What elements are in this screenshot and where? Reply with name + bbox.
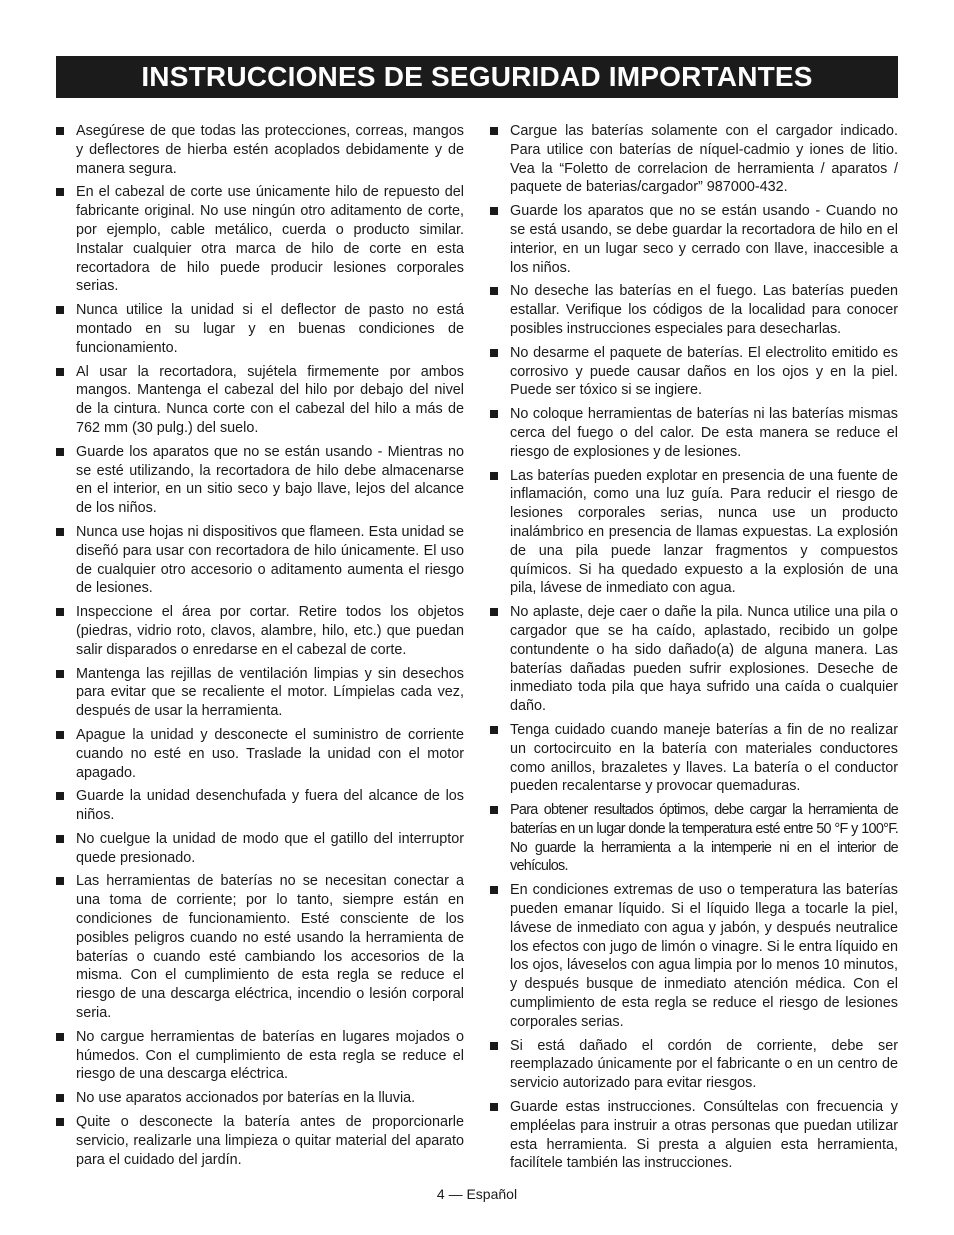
bullet-item: Nunca utilice la unidad si el deflector de pasto no está montado en su lugar y en buenas condiciones de funcionamiento. bbox=[56, 301, 464, 357]
square-bullet-icon bbox=[56, 448, 64, 456]
bullet-item: No coloque herramientas de baterías ni las baterías mismas cerca del fuego o del calor. De esta manera se reduce el riesgo de explosiones y de lesiones. bbox=[490, 405, 898, 461]
square-bullet-icon bbox=[56, 368, 64, 376]
square-bullet-icon bbox=[490, 472, 498, 480]
right-column-bullet-list bbox=[490, 122, 898, 1178]
bullet-item: Guarde estas instrucciones. Consúltelas con frecuencia y empléelas para instruir a otras personas que puedan utilizar esta herramienta. Si presta a alguien esta herramienta, facilítele también las instrucciones. bbox=[490, 1098, 898, 1173]
square-bullet-icon bbox=[490, 726, 498, 734]
square-bullet-icon bbox=[490, 207, 498, 215]
square-bullet-icon bbox=[56, 608, 64, 616]
bullet-item: Quite o desconecte la batería antes de proporcionarle servicio, realizarle una limpieza o quitar material del aparato para el cuidado del jardín. bbox=[56, 1113, 464, 1169]
square-bullet-icon bbox=[56, 1094, 64, 1102]
square-bullet-icon bbox=[56, 1033, 64, 1041]
bullet-item: Al usar la recortadora, sujétela firmemente por ambos mangos. Mantenga el cabezal del hilo por debajo del nivel de la cintura. Nunca corte con el cabezal del hilo a más de 762 mm (30 pulg.) del suelo. bbox=[56, 363, 464, 438]
bullet-item: En el cabezal de corte use únicamente hilo de repuesto del fabricante original. No use ningún otro aditamento de corte, por ejemplo, cable metálico, cuerda o producto similar. Instalar cualquier otra marca de hilo de corte en esta recortadora de hilo puede producir lesiones corporales serias. bbox=[56, 183, 464, 296]
square-bullet-icon bbox=[56, 306, 64, 314]
page-footer: 4 — Español bbox=[436, 1186, 518, 1202]
bullet-item: Cargue las baterías solamente con el cargador indicado. Para utilice con baterías de níquel-cadmio y iones de litio. Vea la “Foletto de correlacion de herramienta / aparatos / paquete de baterias/cargador” 987000-432. bbox=[490, 122, 898, 197]
bullet-item: Inspeccione el área por cortar. Retire todos los objetos (piedras, vidrio roto, clavos, alambre, hilo, etc.) que puedan salir disparados o enredarse en el cabezal de corte. bbox=[56, 603, 464, 659]
bullet-item: Guarde los aparatos que no se están usando - Cuando no se está usando, se debe guardar la recortadora de hilo en el interior, en un lugar seco y cerrado con llave, inaccesible a los niños. bbox=[490, 202, 898, 277]
square-bullet-icon bbox=[490, 287, 498, 295]
bullet-item: Para obtener resultados óptimos, debe cargar la herramienta de baterías en un lugar donde la temperatura esté entre 50 °F y 100°F. No guarde la herramienta a la intemperie ni en el interior de vehículos. bbox=[490, 801, 898, 876]
bullet-item: Nunca use hojas ni dispositivos que flameen. Esta unidad se diseñó para usar con recortadora de hilo únicamente. El uso de cualquier otro accesorio o aditamento aumenta el riesgo de lesiones. bbox=[56, 523, 464, 598]
square-bullet-icon bbox=[56, 127, 64, 135]
square-bullet-icon bbox=[490, 886, 498, 894]
bullet-item: No desarme el paquete de baterías. El electrolito emitido es corrosivo y puede causar daños en los ojos y en la piel. Puede ser tóxico si se ingiere. bbox=[490, 344, 898, 400]
bullet-item: No use aparatos accionados por baterías en la lluvia. bbox=[56, 1089, 464, 1108]
bullet-item: Las herramientas de baterías no se necesitan conectar a una toma de corriente; por lo tanto, siempre están en condiciones de funcionamiento. Esté consciente de los posibles peligros cuando no esté usando la herramienta de baterías o cuando esté cambiando los accesorios de la misma. Con el cumplimiento de esta regla se reduce el riesgo de una descarga eléctrica, incendio o lesión corporal seria. bbox=[56, 872, 464, 1022]
square-bullet-icon bbox=[490, 1042, 498, 1050]
square-bullet-icon bbox=[490, 608, 498, 616]
square-bullet-icon bbox=[56, 670, 64, 678]
square-bullet-icon bbox=[490, 1103, 498, 1111]
bullet-item: No deseche las baterías en el fuego. Las baterías pueden estallar. Verifique los códigos de la localidad para conocer posibles instrucciones especiales para desecharlas. bbox=[490, 282, 898, 338]
square-bullet-icon bbox=[56, 731, 64, 739]
bullet-item: Las baterías pueden explotar en presencia de una fuente de inflamación, como una luz guía. Para reducir el riesgo de lesiones corporales serias, nunca use un producto inalámbrico en presencia de llamas expuestas. La explosión de una pila puede lanzar fragmentos y compuestos químicos. Si ha quedado expuesto a la explosión de una pila, lávese de inmediato con agua. bbox=[490, 467, 898, 599]
square-bullet-icon bbox=[490, 349, 498, 357]
bullet-item: Si está dañado el cordón de corriente, debe ser reemplazado únicamente por el fabricante o en un centro de servicio autorizado para evitar riesgos. bbox=[490, 1037, 898, 1093]
page-title: INSTRUCCIONES DE SEGURIDAD IMPORTANTES bbox=[141, 61, 813, 92]
square-bullet-icon bbox=[490, 127, 498, 135]
square-bullet-icon bbox=[490, 410, 498, 418]
section-header-banner bbox=[56, 56, 898, 98]
bullet-item: Apague la unidad y desconecte el suministro de corriente cuando no esté en uso. Traslade la unidad con el motor apagado. bbox=[56, 726, 464, 782]
bullet-item: No cuelgue la unidad de modo que el gatillo del interruptor quede presionado. bbox=[56, 830, 464, 868]
square-bullet-icon bbox=[56, 1118, 64, 1126]
bullet-item: Guarde los aparatos que no se están usando - Mientras no se esté utilizando, la recortadora de hilo debe almacenarse en el interior, en un sitio seco y bajo llave, lejos del alcance de los niños. bbox=[56, 443, 464, 518]
square-bullet-icon bbox=[56, 188, 64, 196]
square-bullet-icon bbox=[56, 835, 64, 843]
square-bullet-icon bbox=[490, 806, 498, 814]
bullet-item: Guarde la unidad desenchufada y fuera del alcance de los niños. bbox=[56, 787, 464, 825]
bullet-item: En condiciones extremas de uso o temperatura las baterías pueden emanar líquido. Si el líquido llega a tocarle la piel, lávese de inmediato con agua y jabón, y después neutralice los efectos con jugo de limón o vinagre. Si le entra líquido en los ojos, láveselos con agua limpia por lo menos 10 minutos, y después busque de inmediato atención médica. Con el cumplimiento de esta regla se reduce el riesgo de lesiones corporales serias. bbox=[490, 881, 898, 1031]
square-bullet-icon bbox=[56, 792, 64, 800]
bullet-item: No cargue herramientas de baterías en lugares mojados o húmedos. Con el cumplimiento de esta regla se reduce el riesgo de una descarga eléctrica. bbox=[56, 1028, 464, 1084]
bullet-item: Mantenga las rejillas de ventilación limpias y sin desechos para evitar que se recaliente el motor. Límpielas cada vez, después de usar la herramienta. bbox=[56, 665, 464, 721]
bullet-item: Asegúrese de que todas las protecciones, correas, mangos y deflectores de hierba estén acoplados debidamente y de manera segura. bbox=[56, 122, 464, 178]
bullet-item: No aplaste, deje caer o dañe la pila. Nunca utilice una pila o cargador que se ha caído, aplastado, recibido un golpe contundente o ha sido dañado(a) de alguna manera. Las baterías dañadas pueden sufrir explosiones. Deseche de inmediato toda pila que haya sufrido una caída o cualquier daño. bbox=[490, 603, 898, 716]
square-bullet-icon bbox=[56, 528, 64, 536]
left-column-bullet-list bbox=[56, 122, 464, 1174]
square-bullet-icon bbox=[56, 877, 64, 885]
bullet-item: Tenga cuidado cuando maneje baterías a fin de no realizar un cortocircuito en la batería con materiales conductores como anillos, brazaletes y llaves. La batería o el conductor pueden recalentarse y provocar quemaduras. bbox=[490, 721, 898, 796]
